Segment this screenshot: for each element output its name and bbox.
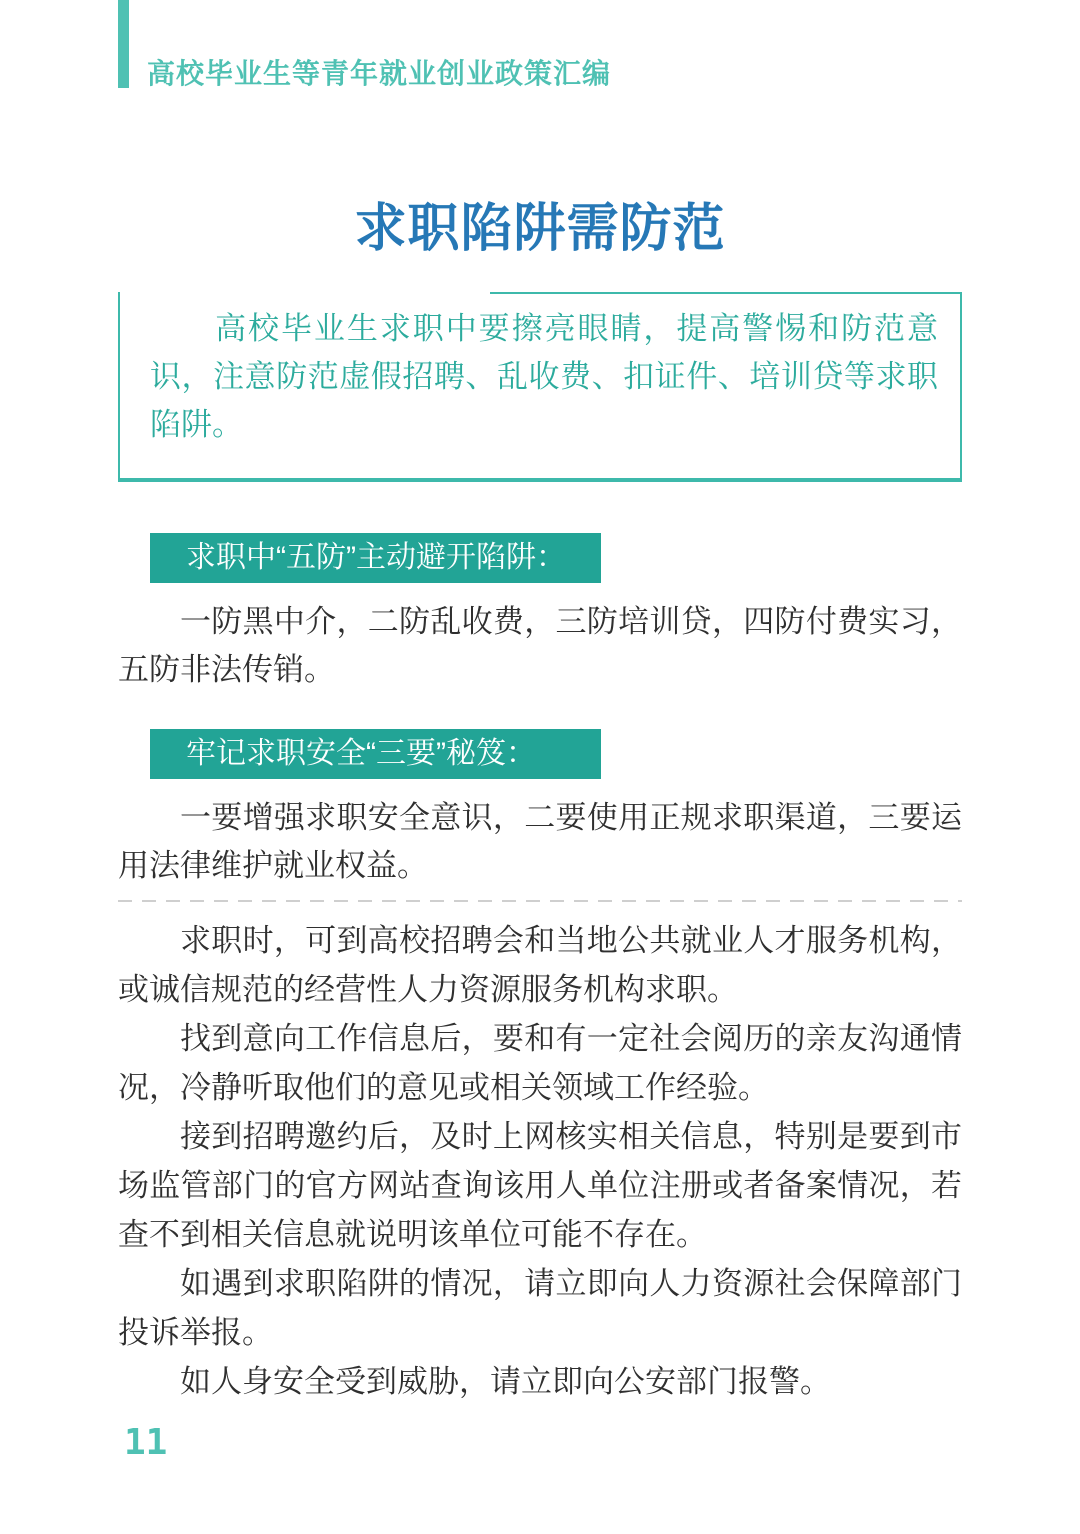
- page-title: 求职陷阱需防范: [354, 200, 726, 258]
- notice-text: 高校毕业生求职中要擦亮眼睛，提高警惕和防范意识，注意防范虚假招聘、乱收费、扣证件、培训贷等求职陷阱。: [150, 311, 938, 442]
- paragraph: 接到招聘邀约后，及时上网核实相关信息，特别是要到市场监管部门的官方网站查询该用人单位注册或者备案情况，若查不到相关信息就说明该单位可能不存在。: [118, 1119, 962, 1252]
- paragraph: 找到意向工作信息后，要和有一定社会阅历的亲友沟通情况，冷静听取他们的意见或相关领域工作经验。: [118, 1021, 962, 1105]
- advice-paragraphs: [118, 916, 962, 1406]
- paragraph: 如遇到求职陷阱的情况，请立即向人力资源社会保障部门投诉举报。: [118, 1266, 962, 1350]
- dashed-divider: [118, 900, 962, 902]
- paragraph: 如人身安全受到威胁，请立即向公安部门报警。: [180, 1364, 831, 1399]
- header-accent-bar: [118, 0, 129, 88]
- notice-box: [118, 292, 962, 482]
- paragraph: 求职时，可到高校招聘会和当地公共就业人才服务机构，或诚信规范的经营性人力资源服务机构求职。: [118, 923, 962, 1007]
- section-heading-three-musts: 牢记求职安全“三要”秘笈：: [150, 729, 601, 779]
- page-number: 11: [124, 1422, 168, 1463]
- document-header: 高校毕业生等青年就业创业政策汇编: [147, 58, 612, 89]
- section-body-three-musts: 一要增强求职安全意识，二要使用正规求职渠道，三要运用法律维护就业权益。: [118, 800, 962, 883]
- section-heading-five-guards: 求职中“五防”主动避开陷阱：: [150, 533, 601, 583]
- section-body-five-guards: 一防黑中介，二防乱收费，三防培训贷，四防付费实习，五防非法传销。: [118, 604, 962, 687]
